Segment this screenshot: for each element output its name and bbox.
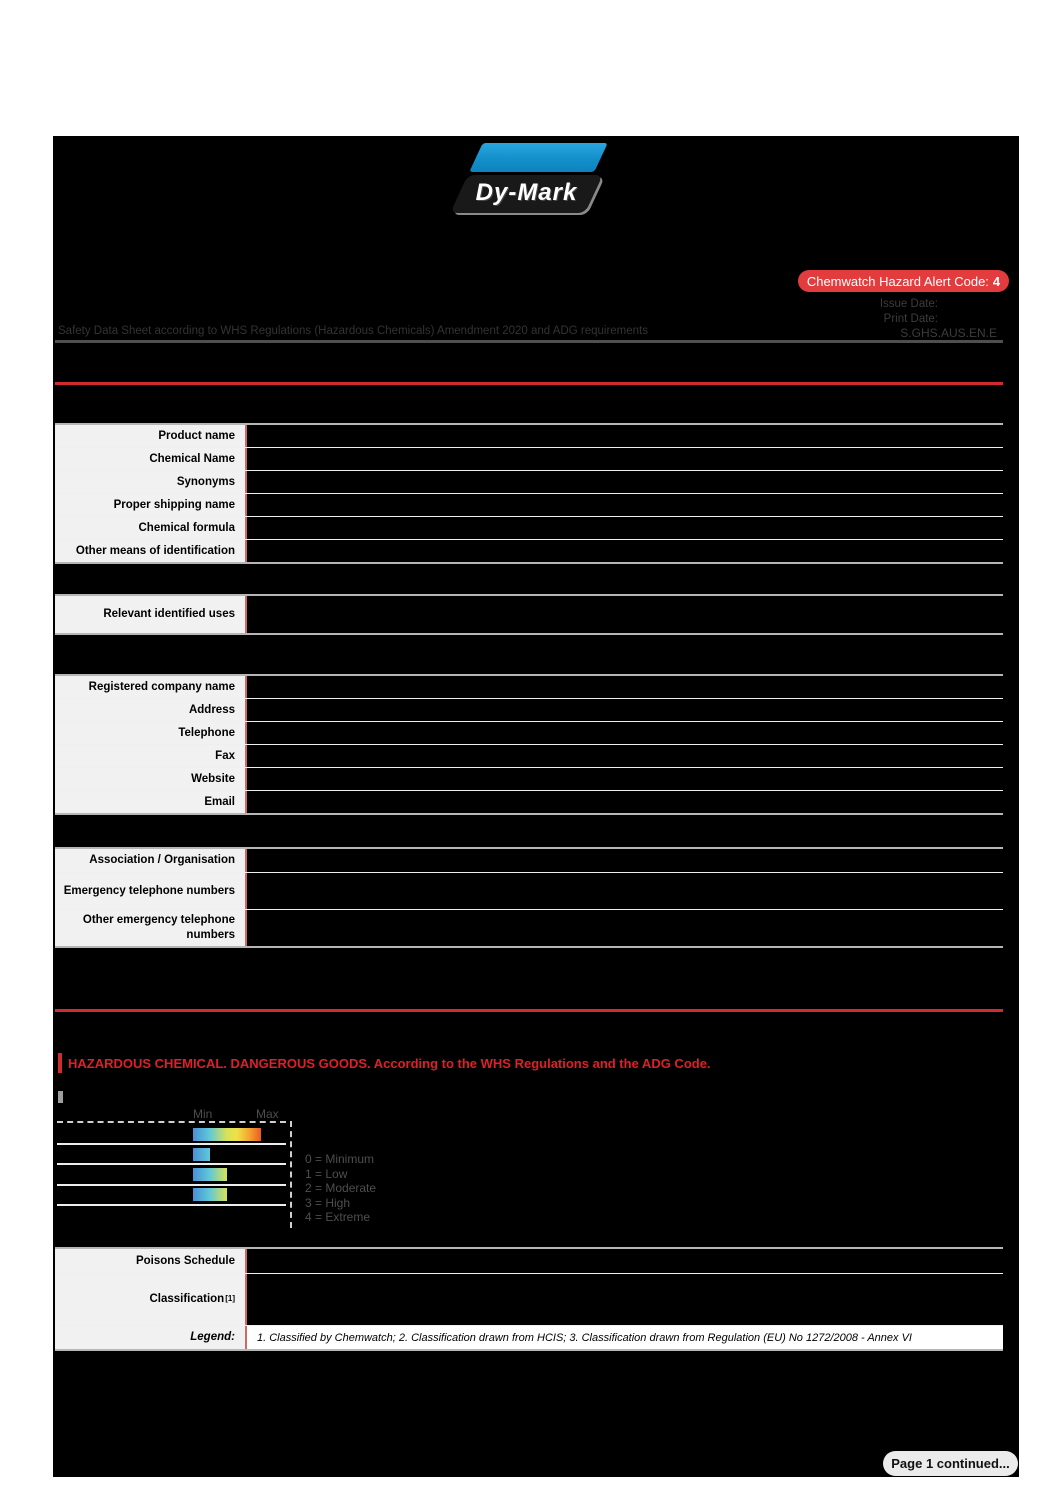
table-row bbox=[55, 909, 1003, 946]
sds-document-page bbox=[53, 136, 1019, 1477]
print-date-label: Print Date: bbox=[883, 313, 938, 325]
scale-item: 3 = High bbox=[305, 1195, 351, 1210]
hazard-alert-code-value: 4 bbox=[992, 273, 1001, 289]
field-value bbox=[245, 471, 1003, 493]
legend-text: 1. Classified by Chemwatch; 2. Classification drawn from HCIS; 3. Classification drawn from Regulation (EU) No 1272/2008 - Annex VI bbox=[245, 1326, 1003, 1349]
field-label: Poisons Schedule bbox=[55, 1249, 245, 1273]
field-value bbox=[245, 494, 1003, 516]
supplier-details-table bbox=[55, 674, 1003, 815]
ratings-min-label: Min bbox=[193, 1107, 213, 1121]
field-value bbox=[245, 1249, 1003, 1273]
scale-item: 4 = Extreme bbox=[305, 1210, 371, 1225]
product-identifier-table bbox=[55, 423, 1003, 564]
ratings-legend-divider bbox=[290, 1121, 292, 1228]
ratings-row-line bbox=[57, 1143, 286, 1145]
table-row bbox=[55, 447, 1003, 470]
field-value bbox=[245, 425, 1003, 447]
sds-subtitle: Safety Data Sheet according to WHS Regulations (Hazardous Chemicals) Amendment 2020 and ADG requirements bbox=[58, 325, 648, 337]
table-row bbox=[55, 790, 1003, 813]
identified-uses-table bbox=[55, 594, 1003, 635]
table-row bbox=[55, 872, 1003, 909]
field-value bbox=[245, 1274, 1003, 1325]
field-value bbox=[245, 699, 1003, 721]
field-value bbox=[245, 676, 1003, 698]
field-label: Telephone bbox=[55, 722, 245, 744]
field-value bbox=[245, 745, 1003, 767]
rating-bar bbox=[193, 1188, 227, 1201]
field-label: Proper shipping name bbox=[55, 494, 245, 516]
classification-table bbox=[55, 1247, 1003, 1351]
classification-label-text: Classification bbox=[149, 1293, 225, 1306]
field-label: Synonyms bbox=[55, 471, 245, 493]
table-row bbox=[55, 596, 1003, 633]
table-row bbox=[55, 721, 1003, 744]
field-label: Address bbox=[55, 699, 245, 721]
document-code: S.GHS.AUS.EN.E bbox=[900, 326, 997, 340]
emergency-details-table bbox=[55, 847, 1003, 948]
ratings-max-label: Max bbox=[256, 1107, 279, 1121]
field-label: Relevant identified uses bbox=[55, 596, 245, 633]
field-label: Chemical Name bbox=[55, 448, 245, 470]
field-value bbox=[245, 517, 1003, 539]
rating-bar bbox=[193, 1168, 227, 1181]
field-label: Association / Organisation bbox=[55, 849, 245, 872]
table-row bbox=[55, 539, 1003, 562]
field-value bbox=[245, 849, 1003, 872]
ratings-row-line bbox=[57, 1163, 286, 1165]
field-label: Product name bbox=[55, 425, 245, 447]
table-row bbox=[55, 1249, 1003, 1273]
rating-bar bbox=[193, 1128, 261, 1141]
section-rule-top bbox=[55, 382, 1003, 385]
field-label: Other emergency telephone numbers bbox=[55, 910, 245, 946]
hazard-alert-code-badge bbox=[798, 270, 1009, 292]
ratings-dashed-line bbox=[57, 1121, 286, 1123]
table-row bbox=[55, 849, 1003, 872]
field-value bbox=[245, 540, 1003, 562]
field-value bbox=[245, 873, 1003, 909]
scale-item: 1 = Low bbox=[305, 1166, 348, 1181]
field-value bbox=[245, 768, 1003, 790]
field-label: Emergency telephone numbers bbox=[55, 873, 245, 909]
dymark-logo bbox=[453, 141, 628, 221]
table-row bbox=[55, 470, 1003, 493]
field-label: Fax bbox=[55, 745, 245, 767]
hazard-alert-code-label: Chemwatch Hazard Alert Code: bbox=[806, 273, 989, 289]
field-label: Registered company name bbox=[55, 676, 245, 698]
ratings-row-line bbox=[57, 1184, 286, 1186]
table-row bbox=[55, 744, 1003, 767]
logo-blue-shape-icon bbox=[469, 143, 608, 172]
table-row bbox=[55, 1273, 1003, 1325]
ratings-row-line bbox=[57, 1204, 286, 1206]
scale-item: 0 = Minimum bbox=[305, 1152, 375, 1166]
ratings-scale-legend bbox=[305, 1152, 376, 1225]
table-row bbox=[55, 767, 1003, 790]
page-continued-badge: Page 1 continued... bbox=[883, 1451, 1018, 1476]
field-value bbox=[245, 448, 1003, 470]
hazard-statement-marker bbox=[58, 1053, 62, 1073]
field-value bbox=[245, 596, 1003, 633]
subsection-marker bbox=[58, 1091, 63, 1103]
header-divider bbox=[55, 340, 1003, 343]
table-row bbox=[55, 493, 1003, 516]
field-label: Email bbox=[55, 791, 245, 813]
field-label bbox=[55, 1274, 245, 1325]
table-row bbox=[55, 676, 1003, 698]
hazard-statement: HAZARDOUS CHEMICAL. DANGEROUS GOODS. According to the WHS Regulations and the ADG Code. bbox=[68, 1056, 711, 1071]
issue-date-label: Issue Date: bbox=[879, 298, 938, 310]
classification-footnote-ref: [1] bbox=[225, 1294, 235, 1304]
field-value bbox=[245, 722, 1003, 744]
field-value bbox=[245, 910, 1003, 946]
table-row bbox=[55, 1325, 1003, 1349]
field-label: Other means of identification bbox=[55, 540, 245, 562]
field-label: Chemical formula bbox=[55, 517, 245, 539]
table-row bbox=[55, 516, 1003, 539]
section-rule-hazards bbox=[55, 1009, 1003, 1012]
scale-item: 2 = Moderate bbox=[305, 1181, 377, 1196]
logo-wordmark: Dy-Mark bbox=[475, 179, 578, 206]
rating-bar bbox=[193, 1148, 210, 1161]
table-row bbox=[55, 698, 1003, 721]
field-value bbox=[245, 791, 1003, 813]
legend-label: Legend: bbox=[55, 1326, 245, 1349]
table-row bbox=[55, 425, 1003, 447]
field-label: Website bbox=[55, 768, 245, 790]
